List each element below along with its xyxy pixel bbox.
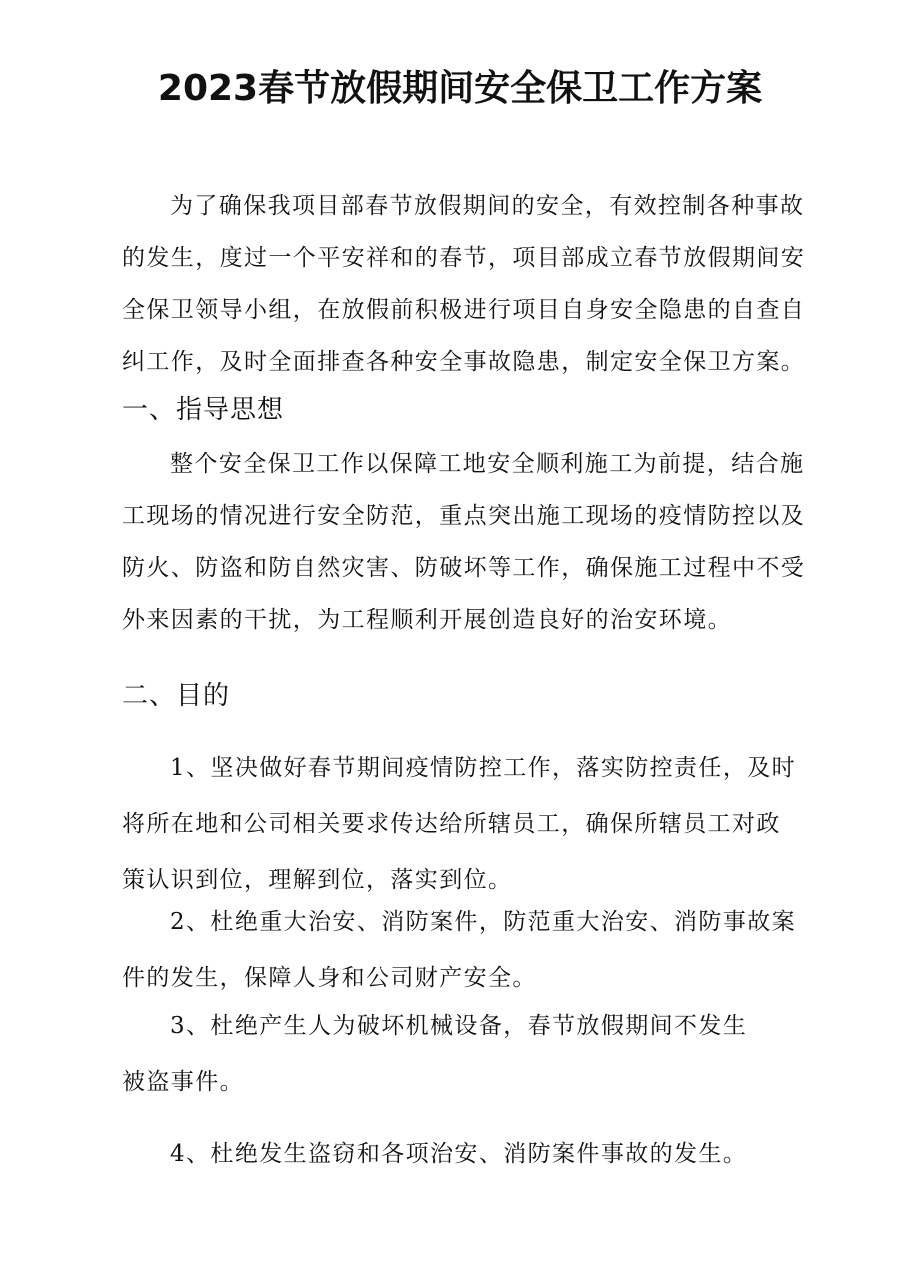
section-heading-guiding-ideology: 一、指导思想 — [122, 395, 285, 425]
list-item: 3、杜绝产生人为破坏机械设备，春节放假期间不发生 被盗事件。 — [122, 1013, 748, 1095]
page-title: 2023春节放假期间安全保卫工作方案 — [157, 68, 763, 109]
list-item: 4、杜绝发生盗窃和各项治安、消防案件事故的发生。 — [170, 1141, 748, 1167]
list-item: 1、坚决做好春节期间疫情防控工作，落实防控责任，及时 将所在地和公司相关要求传达给所辖员工，确保所辖员工对政 策认识到位，理解到位，落实到位。 — [122, 755, 797, 893]
section-body-guiding-ideology: 整个安全保卫工作以保障工地安全顺利施工为前提，结合施 工现场的情况进行安全防范，重点突出施工现场的疫情防控以及 防火、防盗和防自然灾害、防破坏等工作，确保施工过程中不受 外来因素的干扰，为工程顺利开展创造良好的治安环境。 — [122, 451, 806, 633]
section-heading-purpose: 二、目的 — [122, 681, 231, 711]
intro-paragraph: 为了确保我项目部春节放假期间的安全，有效控制各种事故 的发生，度过一个平安祥和的春节，项目部成立春节放假期间安 全保卫领导小组，在放假前积极进行项目自身安全隐患的自查自 纠工作，及时全面排查各种安全事故隐患，制定安全保卫方案。 — [122, 193, 806, 375]
list-item: 2、杜绝重大治安、消防案件，防范重大治安、消防事故案 件的发生，保障人身和公司财产安全。 — [122, 909, 797, 991]
